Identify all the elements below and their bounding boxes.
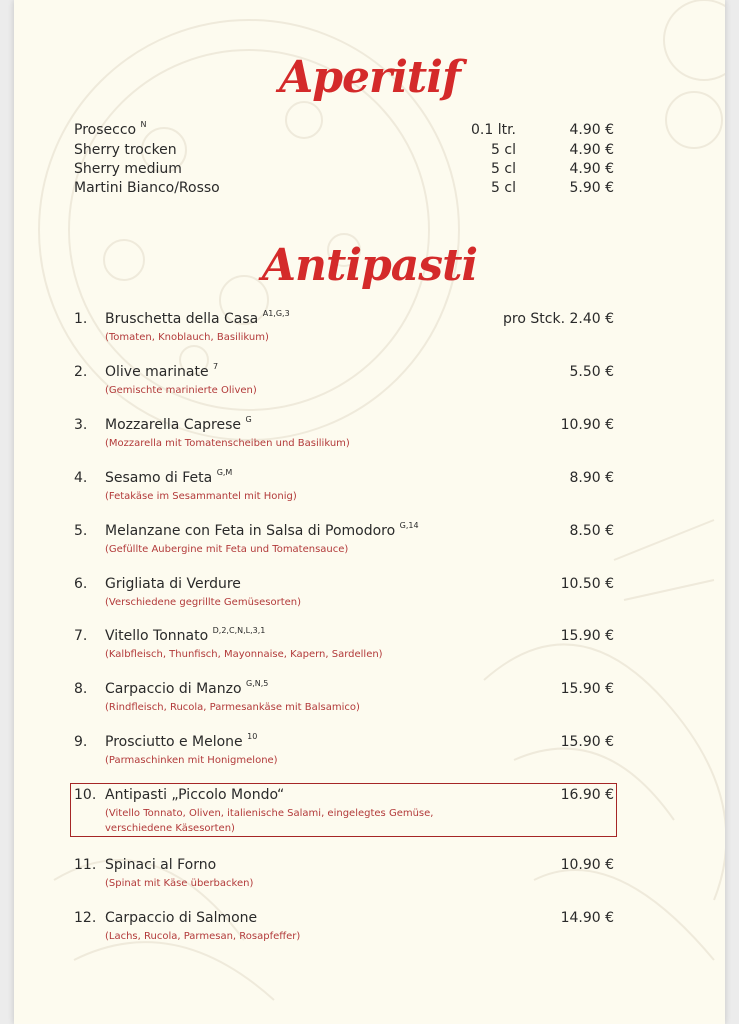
item-description: (Spinat mit Käse überbacken) <box>105 878 254 889</box>
item-description: (Gemischte marinierte Oliven) <box>105 385 257 396</box>
item-price: pro Stck. 2.40 € <box>503 311 614 327</box>
aperitif-heading: Aperitif <box>279 52 460 103</box>
item-name: Olive marinate <box>105 364 209 380</box>
item-name: Melanzane con Feta in Salsa di Pomodoro <box>105 523 396 539</box>
item-quantity: 5 cl <box>491 161 516 177</box>
item-name: Prosciutto e Melone <box>105 734 243 750</box>
item-price: 15.90 € <box>560 734 614 750</box>
allergen-codes: D,2,C,N,L,3,1 <box>212 626 266 635</box>
allergen-codes: G <box>245 415 252 424</box>
item-name: Bruschetta della Casa <box>105 311 259 327</box>
item-description: (Verschiedene gegrillte Gemüsesorten) <box>105 597 302 608</box>
allergen-codes: 10 <box>247 732 258 741</box>
item-price: 4.90 € <box>569 122 614 138</box>
item-description: (Rindfleisch, Rucola, Parmesankäse mit Balsamico) <box>105 702 360 713</box>
item-number: 10. <box>74 787 97 803</box>
item-name: Carpaccio di Manzo <box>105 681 242 697</box>
item-price: 15.90 € <box>560 681 614 697</box>
item-name: Antipasti „Piccolo Mondo“ <box>105 787 285 803</box>
item-quantity: 0.1 ltr. <box>470 122 516 138</box>
allergen-codes: N <box>140 120 147 129</box>
item-name: Sherry medium <box>74 161 182 177</box>
item-name: Mozzarella Caprese <box>105 417 242 433</box>
item-price: 4.90 € <box>569 161 614 177</box>
item-quantity: 5 cl <box>491 142 516 158</box>
item-price: 16.90 € <box>560 787 614 803</box>
item-price: 8.90 € <box>569 470 614 486</box>
antipasti-heading: Antipasti <box>261 240 478 291</box>
item-number: 7. <box>74 628 88 644</box>
item-name: Prosecco <box>74 122 137 138</box>
allergen-codes: A1,G,3 <box>262 309 290 318</box>
aperitif-item <box>74 180 614 200</box>
item-description: (Parmaschinken mit Honigmelone) <box>105 755 278 766</box>
item-number: 3. <box>74 417 88 433</box>
item-description: (Vitello Tonnato, Oliven, italienische Salami, eingelegtes Gemüse, verschiedene Käsesorten) <box>105 808 434 834</box>
item-number: 9. <box>74 734 88 750</box>
item-description: (Gefüllte Aubergine mit Feta und Tomatensauce) <box>105 544 349 555</box>
aperitif-item <box>74 122 614 142</box>
item-name: Martini Bianco/Rosso <box>74 180 220 196</box>
item-price: 5.90 € <box>569 180 614 196</box>
item-number: 4. <box>74 470 88 486</box>
allergen-codes: G,N,5 <box>246 679 269 688</box>
item-name: Vitello Tonnato <box>105 628 209 644</box>
item-price: 14.90 € <box>560 910 614 926</box>
item-price: 10.90 € <box>560 417 614 433</box>
menu-page <box>14 0 725 1024</box>
item-number: 11. <box>74 857 97 873</box>
item-price: 4.90 € <box>569 142 614 158</box>
item-price: 10.50 € <box>560 576 614 592</box>
item-name: Sherry trocken <box>74 142 177 158</box>
allergen-codes: G,M <box>216 468 233 477</box>
item-number: 2. <box>74 364 88 380</box>
item-number: 8. <box>74 681 88 697</box>
item-description: (Mozzarella mit Tomatenscheiben und Basilikum) <box>105 438 350 449</box>
item-number: 1. <box>74 311 88 327</box>
item-description: (Kalbfleisch, Thunfisch, Mayonnaise, Kapern, Sardellen) <box>105 649 383 660</box>
allergen-codes: 7 <box>213 362 219 371</box>
item-description: (Lachs, Rucola, Parmesan, Rosapfeffer) <box>105 931 301 942</box>
item-name: Grigliata di Verdure <box>105 576 241 592</box>
item-price: 10.90 € <box>560 857 614 873</box>
item-name: Carpaccio di Salmone <box>105 910 258 926</box>
item-quantity: 5 cl <box>491 180 516 196</box>
item-description: (Tomaten, Knoblauch, Basilikum) <box>105 332 269 343</box>
item-price: 15.90 € <box>560 628 614 644</box>
item-price: 8.50 € <box>569 523 614 539</box>
item-number: 5. <box>74 523 88 539</box>
item-number: 6. <box>74 576 88 592</box>
item-name: Spinaci al Forno <box>105 857 217 873</box>
item-description: (Fetakäse im Sesammantel mit Honig) <box>105 491 297 502</box>
aperitif-item <box>74 161 614 181</box>
aperitif-item <box>74 142 614 162</box>
item-name: Sesamo di Feta <box>105 470 213 486</box>
allergen-codes: G,14 <box>399 521 419 530</box>
item-number: 12. <box>74 910 97 926</box>
item-price: 5.50 € <box>569 364 614 380</box>
